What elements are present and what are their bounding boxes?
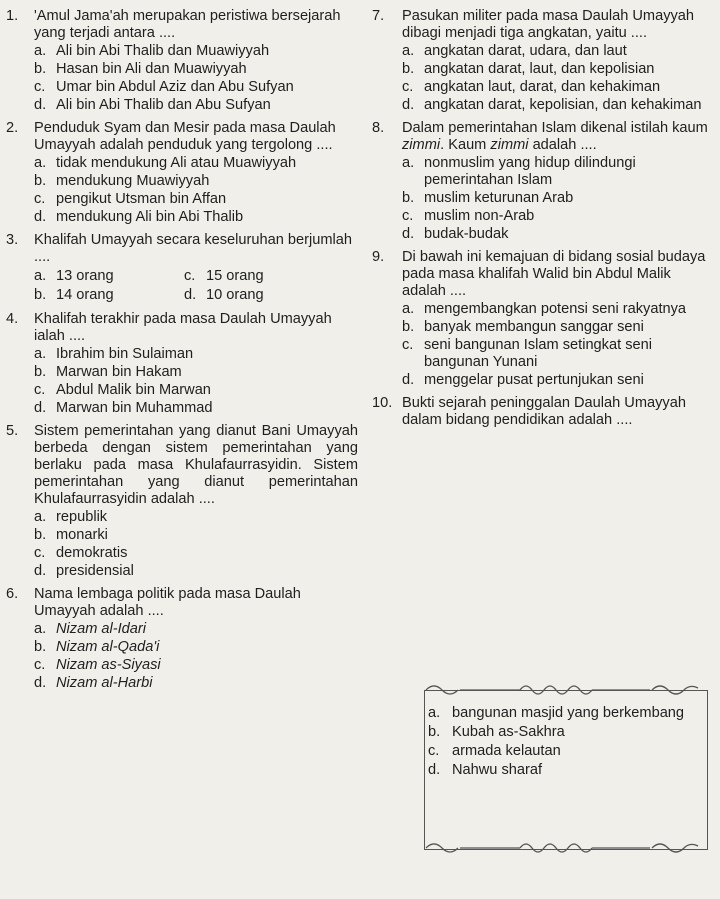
option-c[interactable]: c. armada kelautan [428,743,561,759]
ornamental-answer-box [420,676,712,858]
option-b[interactable]: b. mendukung Muawiyyah [34,173,210,189]
question-number: 2. [6,120,19,136]
option-a[interactable]: a. republik [34,509,108,525]
option-c[interactable]: c. pengikut Utsman bin Affan [34,191,227,207]
option-grid [34,267,358,305]
question-stem: Bukti sejarah peninggalan Daulah Umayyah dalam bidang pendidikan adalah .... [402,395,686,428]
option-c[interactable]: c. Nizam as-Siyasi [34,657,161,673]
question-10 [372,395,716,429]
option-b[interactable]: b. Hasan bin Ali dan Muawiyyah [34,61,247,77]
right-column [372,8,716,435]
question-6 [6,586,358,692]
question-stem: Nama lembaga politik pada masa Daulah Umayyah adalah .... [34,586,301,619]
option-d[interactable]: d. 10 orang [184,287,264,303]
question-1 [6,8,358,114]
option-c[interactable]: c. demokratis [34,545,128,561]
question-stem: Pasukan militer pada masa Daulah Umayyah dibagi menjadi tiga angkatan, yaitu .... [402,8,695,41]
option-b[interactable]: b. 14 orang [34,287,114,303]
option-c[interactable]: c. Abdul Malik bin Marwan [34,382,211,398]
question-9 [372,249,716,389]
option-a[interactable]: a. tidak mendukung Ali atau Muawiyyah [34,155,297,171]
option-d[interactable]: d. Marwan bin Muhammad [34,400,213,416]
option-a[interactable]: a. mengembangkan potensi seni rakyatnya [402,301,687,317]
question-7 [372,8,716,114]
question-stem: Di bawah ini kemajuan di bidang sosial budaya pada masa khalifah Walid bin Abdul Malik adalah .... [402,249,706,299]
question-stem: Penduduk Syam dan Mesir pada masa Daulah Umayyah adalah penduduk yang tergolong .... [34,120,336,153]
question-10-options [428,704,702,781]
question-stem: Khalifah Umayyah secara keseluruhan berjumlah .... [34,232,352,265]
question-number: 1. [6,8,19,24]
option-c[interactable]: c. seni bangunan Islam setingkat seni bangunan Yunani [402,337,652,370]
question-5 [6,423,358,580]
option-d[interactable]: d. budak-budak [402,226,509,242]
question-stem: Dalam pemerintahan Islam dikenal istilah kaum zimmi. Kaum zimmi adalah .... [402,120,708,153]
option-b[interactable]: b. angkatan darat, laut, dan kepolisian [402,61,655,77]
option-b[interactable]: b. Kubah as-Sakhra [428,724,565,740]
question-stem: 'Amul Jama'ah merupakan peristiwa bersejarah yang terjadi antara .... [34,8,341,41]
option-a[interactable]: a. bangunan masjid yang berkembang [428,705,685,721]
option-a[interactable]: a. Ibrahim bin Sulaiman [34,346,194,362]
question-2 [6,120,358,226]
question-stem: Sistem pemerintahan yang dianut Bani Umayyah berbeda dengan sistem pemerintahan yang berlaku pada masa Khulafaurrasyidin. Sistem pemerintahan yang dianut pemerintahan Khulafaurrasyidin adalah .... [34,423,358,507]
option-b[interactable]: b. muslim keturunan Arab [402,190,574,206]
option-d[interactable]: d. Nizam al-Harbi [34,675,153,691]
option-d[interactable]: d. mendukung Ali bin Abi Thalib [34,209,244,225]
option-b[interactable]: b. Nizam al-Qada'i [34,639,160,655]
left-column [6,8,358,698]
question-number: 8. [372,120,385,136]
option-d[interactable]: d. presidensial [34,563,134,579]
option-b[interactable]: b. banyak membangun sanggar seni [402,319,644,335]
question-3 [6,232,358,305]
question-number: 5. [6,423,19,439]
option-a[interactable]: a. Nizam al-Idari [34,621,147,637]
question-number: 7. [372,8,385,24]
option-d[interactable]: d. menggelar pusat pertunjukan seni [402,372,644,388]
question-number: 6. [6,586,19,602]
option-a[interactable]: a. angkatan darat, udara, dan laut [402,43,627,59]
bottom-ornament-icon [420,838,712,858]
option-a[interactable]: a. Ali bin Abi Thalib dan Muawiyyah [34,43,270,59]
question-4 [6,311,358,417]
option-b[interactable]: b. Marwan bin Hakam [34,364,182,380]
question-8 [372,120,716,243]
option-a[interactable]: a. 13 orang [34,268,114,284]
option-c[interactable]: c. 15 orang [184,268,264,284]
option-b[interactable]: b. monarki [34,527,108,543]
option-d[interactable]: d. Ali bin Abi Thalib dan Abu Sufyan [34,97,271,113]
question-number: 4. [6,311,19,327]
question-number: 3. [6,232,19,248]
option-c[interactable]: c. muslim non-Arab [402,208,535,224]
option-d[interactable]: d. Nahwu sharaf [428,762,543,778]
question-number: 9. [372,249,385,265]
question-stem: Khalifah terakhir pada masa Daulah Umayyah ialah .... [34,311,332,344]
option-d[interactable]: d. angkatan darat, kepolisian, dan kehakiman [402,97,702,113]
option-c[interactable]: c. Umar bin Abdul Aziz dan Abu Sufyan [34,79,294,95]
question-number: 10. [372,395,393,411]
option-c[interactable]: c. angkatan laut, darat, dan kehakiman [402,79,661,95]
option-a[interactable]: a. nonmuslim yang hidup dilindungi pemerintahan Islam [402,155,636,188]
